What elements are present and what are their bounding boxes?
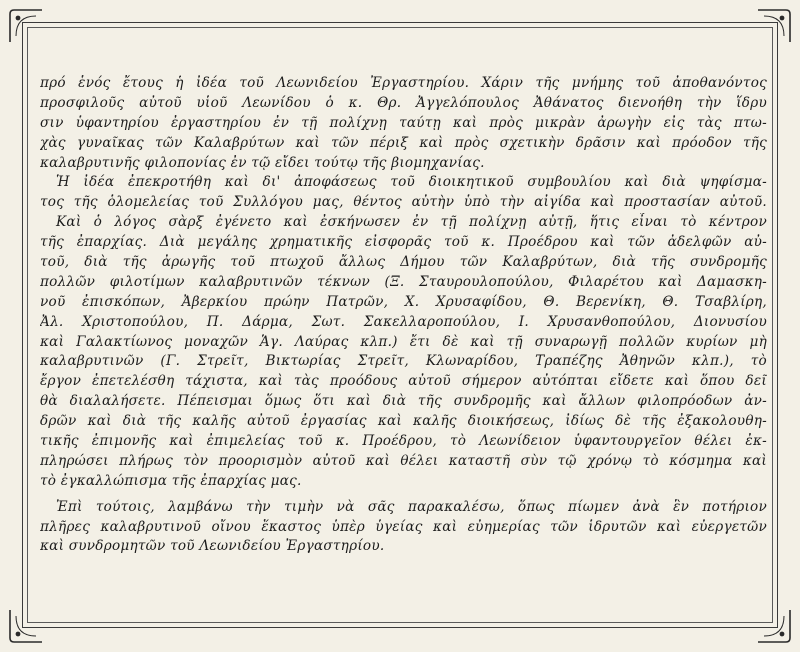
corner-ornament-icon [754, 606, 794, 646]
text-line: προσφιλοῦς αὐτοῦ υἱοῦ Λεωνίδου ὁ κ. Θρ. Ἀγγελόπουλος Ἀθάνατος διενοήθη τὴν ἵδρυ [40, 94, 767, 111]
text-line: τοῦ, διὰ τῆς ἀρωγῆς τοῦ πτωχοῦ ἄλλως Δήμου τῶν Καλαβρύτων, διὰ τῆς συνδρομῆς [40, 254, 767, 271]
corner-ornament-icon [754, 6, 794, 46]
text-line: τος τῆς ὁλομελείας τοῦ Συλλόγου μας, θέντος αὐτὴν ὑπὸ τὴν αἰγίδα καὶ προστασίαν αὐτοῦ. [40, 194, 767, 211]
text-line: δρῶν καὶ διὰ τῆς καλῆς αὐτοῦ ἐργασίας καὶ καλῆς διοικήσεως, ἰδίως δὲ τῆς ἐξακολουθη- [40, 413, 767, 430]
paragraph-3 [40, 213, 767, 491]
text-line: πληρώσει πλήρως τὸν προορισμὸν αὐτοῦ καὶ θέλει καταστῆ σὺν τῷ χρόνῳ τὸ κόσμημα καὶ [40, 452, 767, 469]
text-line: τικῆς ἐπιμονῆς καὶ ἐπιμελείας τοῦ κ. Προέδρου, τὸ Λεωνίδειον ὑφαντουργεῖον θέλει ἐκ- [40, 433, 767, 450]
paragraph-2 [40, 173, 767, 213]
text-line: Ἡ ἰδέα ἐπεκροτήθη καὶ δι' ἀποφάσεως τοῦ διοικητικοῦ συμβουλίου καὶ διὰ ψηφίσμα- [56, 174, 767, 191]
paragraph-4 [40, 498, 767, 558]
text-line: πρό ἑνός ἔτους ἡ ἰδέα τοῦ Λεωνιδείου Ἐργαστηρίου. Χάριν τῆς μνήμης τοῦ ἀποθανόντος [40, 75, 767, 91]
text-line: πλῆρες καλαβρυτινοῦ οἴνου ἕκαστος ὑπὲρ ὑγείας καὶ εὐημερίας τῶν ἱδρυτῶν καὶ εὐεργετῶν [40, 518, 767, 535]
text-line: καὶ Γαλακτίωνος μοναχῶν Ἁγ. Λαύρας κλπ.) ἔτι δὲ καὶ τῇ συναρωγῇ πολλῶν κυρίων μὴ [40, 333, 767, 350]
text-line: τὸ ἐγκαλλώπισμα τῆς ἐπαρχίας μας. [40, 472, 302, 489]
text-line: καλαβρυτινῶν (Γ. Στρεῖτ, Βικτωρίας Στρεῖτ, Κλωναρίδου, Τραπέζης Ἀθηνῶν κλπ.), τὸ [40, 353, 767, 370]
text-line: θὰ διαλαλήσετε. Πέπεισμαι ὅμως ὅτι καὶ διὰ τῆς συνδρομῆς καὶ ἄλλων φιλοπρόοδων ἀν- [40, 393, 767, 410]
text-line: καλαβρυτινῆς φιλοπονίας ἐν τῷ εἴδει τούτῳ τῆς βιομηχανίας. [40, 154, 485, 171]
paragraph-1 [40, 74, 767, 173]
text-line: τῆς ἐπαρχίας. Διὰ μεγάλης χρηματικῆς εἰσφορᾶς τοῦ κ. Προέδρου καὶ τῶν ἀδελφῶν αὐ- [40, 234, 767, 251]
text-line: καὶ συνδρομητῶν τοῦ Λεωνιδείου Ἐργαστηρίου. [40, 538, 385, 555]
text-line: σιν ὑφαντηρίου ἐργαστηρίου ἐν τῇ πολίχνῃ ταύτῃ καὶ πρὸς μικρὰν ἀρωγὴν εἰς τὰς πτω- [40, 114, 767, 131]
text-line: Καὶ ὁ λόγος σὰρξ ἐγένετο καὶ ἐσκήνωσεν ἐν τῇ πολίχνῃ αὐτῇ, ἥτις εἶναι τὸ κέντρον [56, 214, 767, 231]
text-line: πολλῶν φιλοτίμων καλαβρυτινῶν τέκνων (Ξ. Σταυρουλοπούλου, Φιλαρέτου καὶ Δαμασκη- [40, 273, 767, 290]
corner-ornament-icon [6, 606, 46, 646]
document-body [40, 74, 767, 557]
text-line: ἔργον ἐπετελέσθη τάχιστα, καὶ τὰς προόδους αὐτοῦ σήμερον αὐτόπται εἴδετε καὶ ὅπου δεῖ [40, 373, 767, 390]
corner-ornament-icon [6, 6, 46, 46]
text-line: Ἀλ. Χριστοπούλου, Π. Δάρμα, Σωτ. Σακελλαροπούλου, Ι. Χρυσανθοπούλου, Διονυσίου [40, 313, 767, 330]
text-line: νοῦ ἐπισκόπων, Ἀβερκίου πρώην Πατρῶν, Χ. Χρυσαφίδου, Θ. Βερενίκη, Θ. Τσαβλίρη, [40, 293, 767, 310]
text-line: Ἐπὶ τούτοις, λαμβάνω τὴν τιμὴν νὰ σᾶς παρακαλέσω, ὅπως πίωμεν ἀνὰ ἓν ποτήριον [56, 498, 767, 515]
text-line: χὰς γυναῖκας τῶν Καλαβρύτων καὶ τῶν πέριξ καὶ πρὸς σχετικὴν δρᾶσιν καὶ πρόοδον τῆς [40, 134, 767, 151]
